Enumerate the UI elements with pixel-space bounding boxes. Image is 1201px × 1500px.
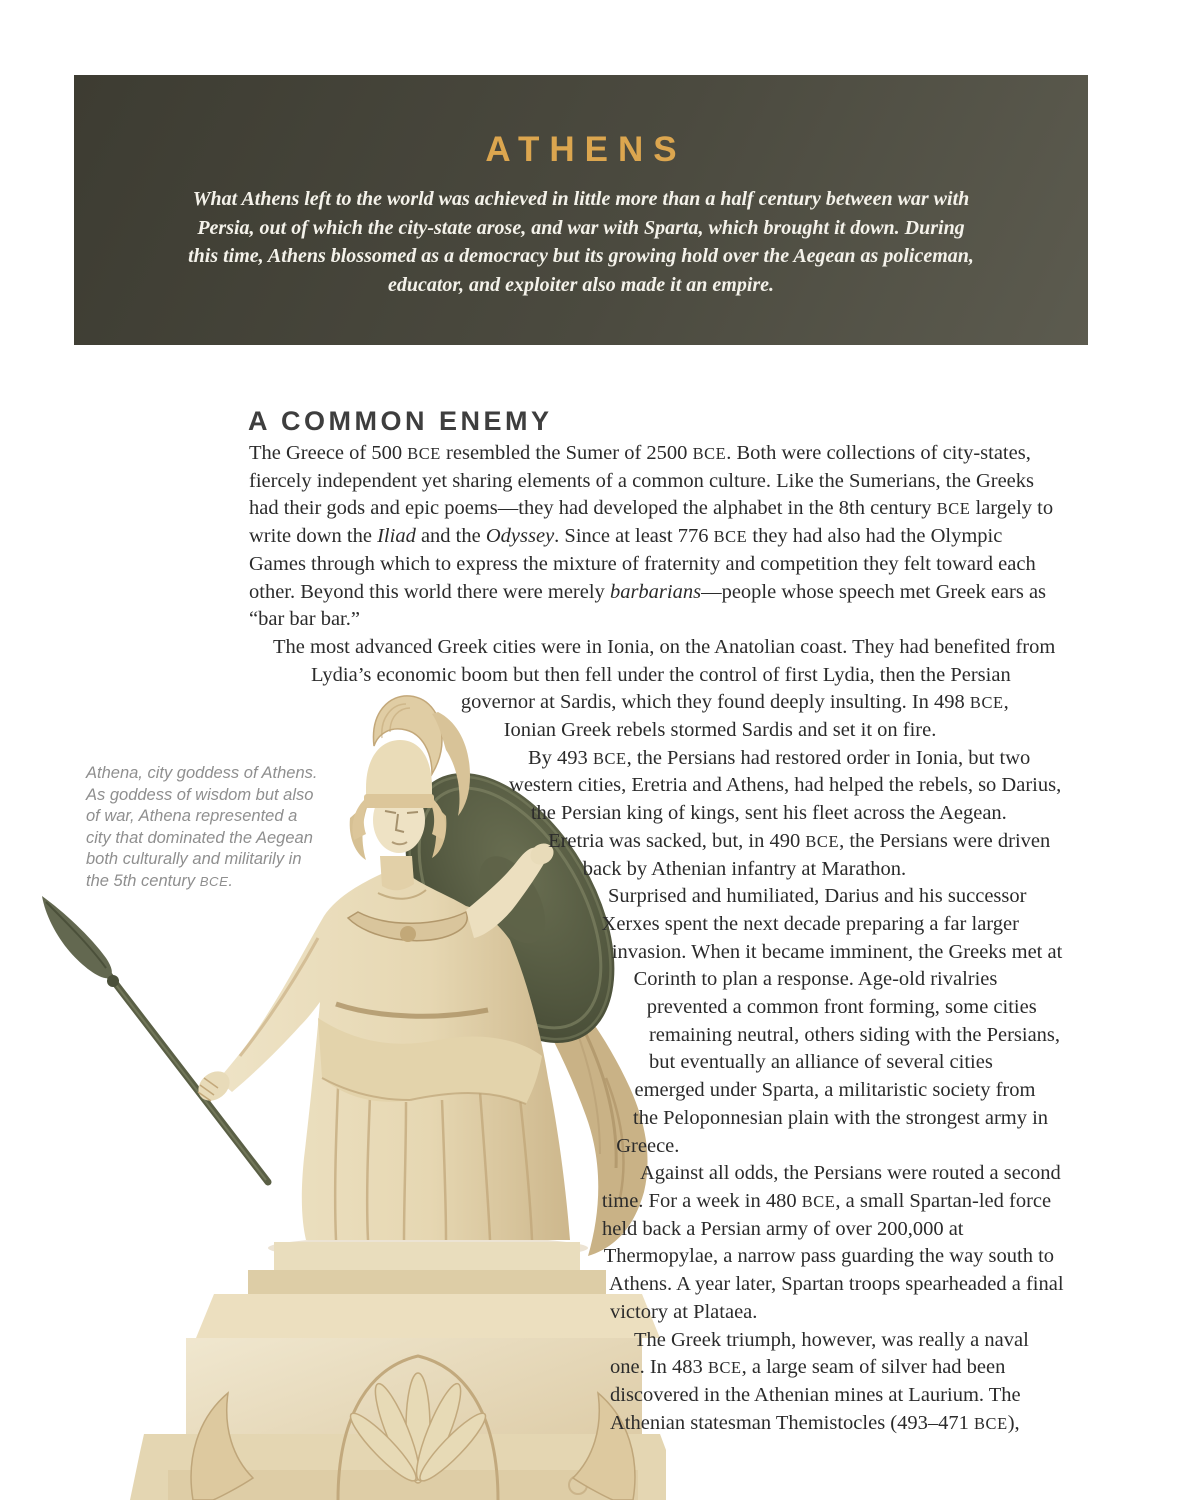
section-heading: A COMMON ENEMY [248, 406, 553, 436]
chapter-intro [74, 185, 1088, 299]
statue-spear [42, 896, 268, 1182]
body-paragraph: By 493 BCE, the Persians had restored order in Ionia, but two western cities, Eretria and Athens, had helped the rebels, so Darius, the Persian king of kings, sent his fleet across the Aegean. Eretria was sacked, but, in 490 BCE, the Persians were driven back by Athenian infantry at Marathon. [509, 746, 1062, 880]
banner-intro-line: Persia, out of which the city-state arose, and war with Sparta, which brought it down. During [197, 216, 965, 239]
chapter-banner [74, 75, 1088, 345]
chapter-title: ATHENS [485, 130, 687, 169]
banner-intro-line: this time, Athens blossomed as a democracy but its growing hold over the Aegean as policeman, [188, 245, 974, 267]
body-paragraph: The Greece of 500 BCE resembled the Sumer of 2500 BCE. Both were collections of city-states, fiercely independent yet sharing elements of a common culture. Like the Sumerians, the Greeks had their gods and epic poems—they had developed the alphabet in the 8th century BCE largely to write down the Iliad and the Odyssey. Since at least 776 BCE they had also had the Olympic Games through which to express the mixture of fraternity and competition they felt toward each other. Beyond this world there were merely barbarians—people whose speech met Greek ears as “bar bar bar.” [249, 442, 1054, 631]
figure-caption: Athena, city goddess of Athens. As goddess of wisdom but also of war, Athena represented a city that dominated the Aegean both culturally and militarily in the 5th century BCE. [86, 764, 318, 890]
body-paragraph: Surprised and humiliated, Darius and his successor Xerxes spent the next decade preparing a far larger invasion. When it became imminent, the Greeks met at Corinth to plan a response. Age-old rivalries prevented a common front forming, some cities remaining neutral, others siding with the Persians, but eventually an alliance of several cities emerged under Sparta, a militaristic society from the Peloponnesian plain with the strongest army in Greece. [601, 885, 1063, 1157]
article [248, 406, 1064, 1500]
body-paragraph: The Greek triumph, however, was really a naval one. In 483 BCE, a large seam of silver had been discovered in the Athenian mines at Laurium. The Athenian statesman Themistocles (493–471 BCE), [610, 1328, 1029, 1434]
banner-intro-line: What Athens left to the world was achieved in little more than a half century between war with [192, 188, 970, 210]
banner-intro-line: educator, and exploiter also made it an empire. [387, 273, 775, 296]
body-paragraph: The most advanced Greek cities were in Ionia, on the Anatolian coast. They had benefited from Lydia’s economic boom but then fell under the control of first Lydia, then the Persian governor at Sardis, which they found deeply insulting. In 498 BCE, Ionian Greek rebels stormed Sardis and set it on fire. [273, 635, 1056, 742]
body-paragraph: Against all odds, the Persians were routed a second time. For a week in 480 BCE, a small Spartan-led force held back a Persian army of over 200,000 at Thermopylae, a narrow pass guarding the way south to Athens. A year later, Spartan troops spearheaded a final victory at Plataea. [601, 1162, 1064, 1323]
